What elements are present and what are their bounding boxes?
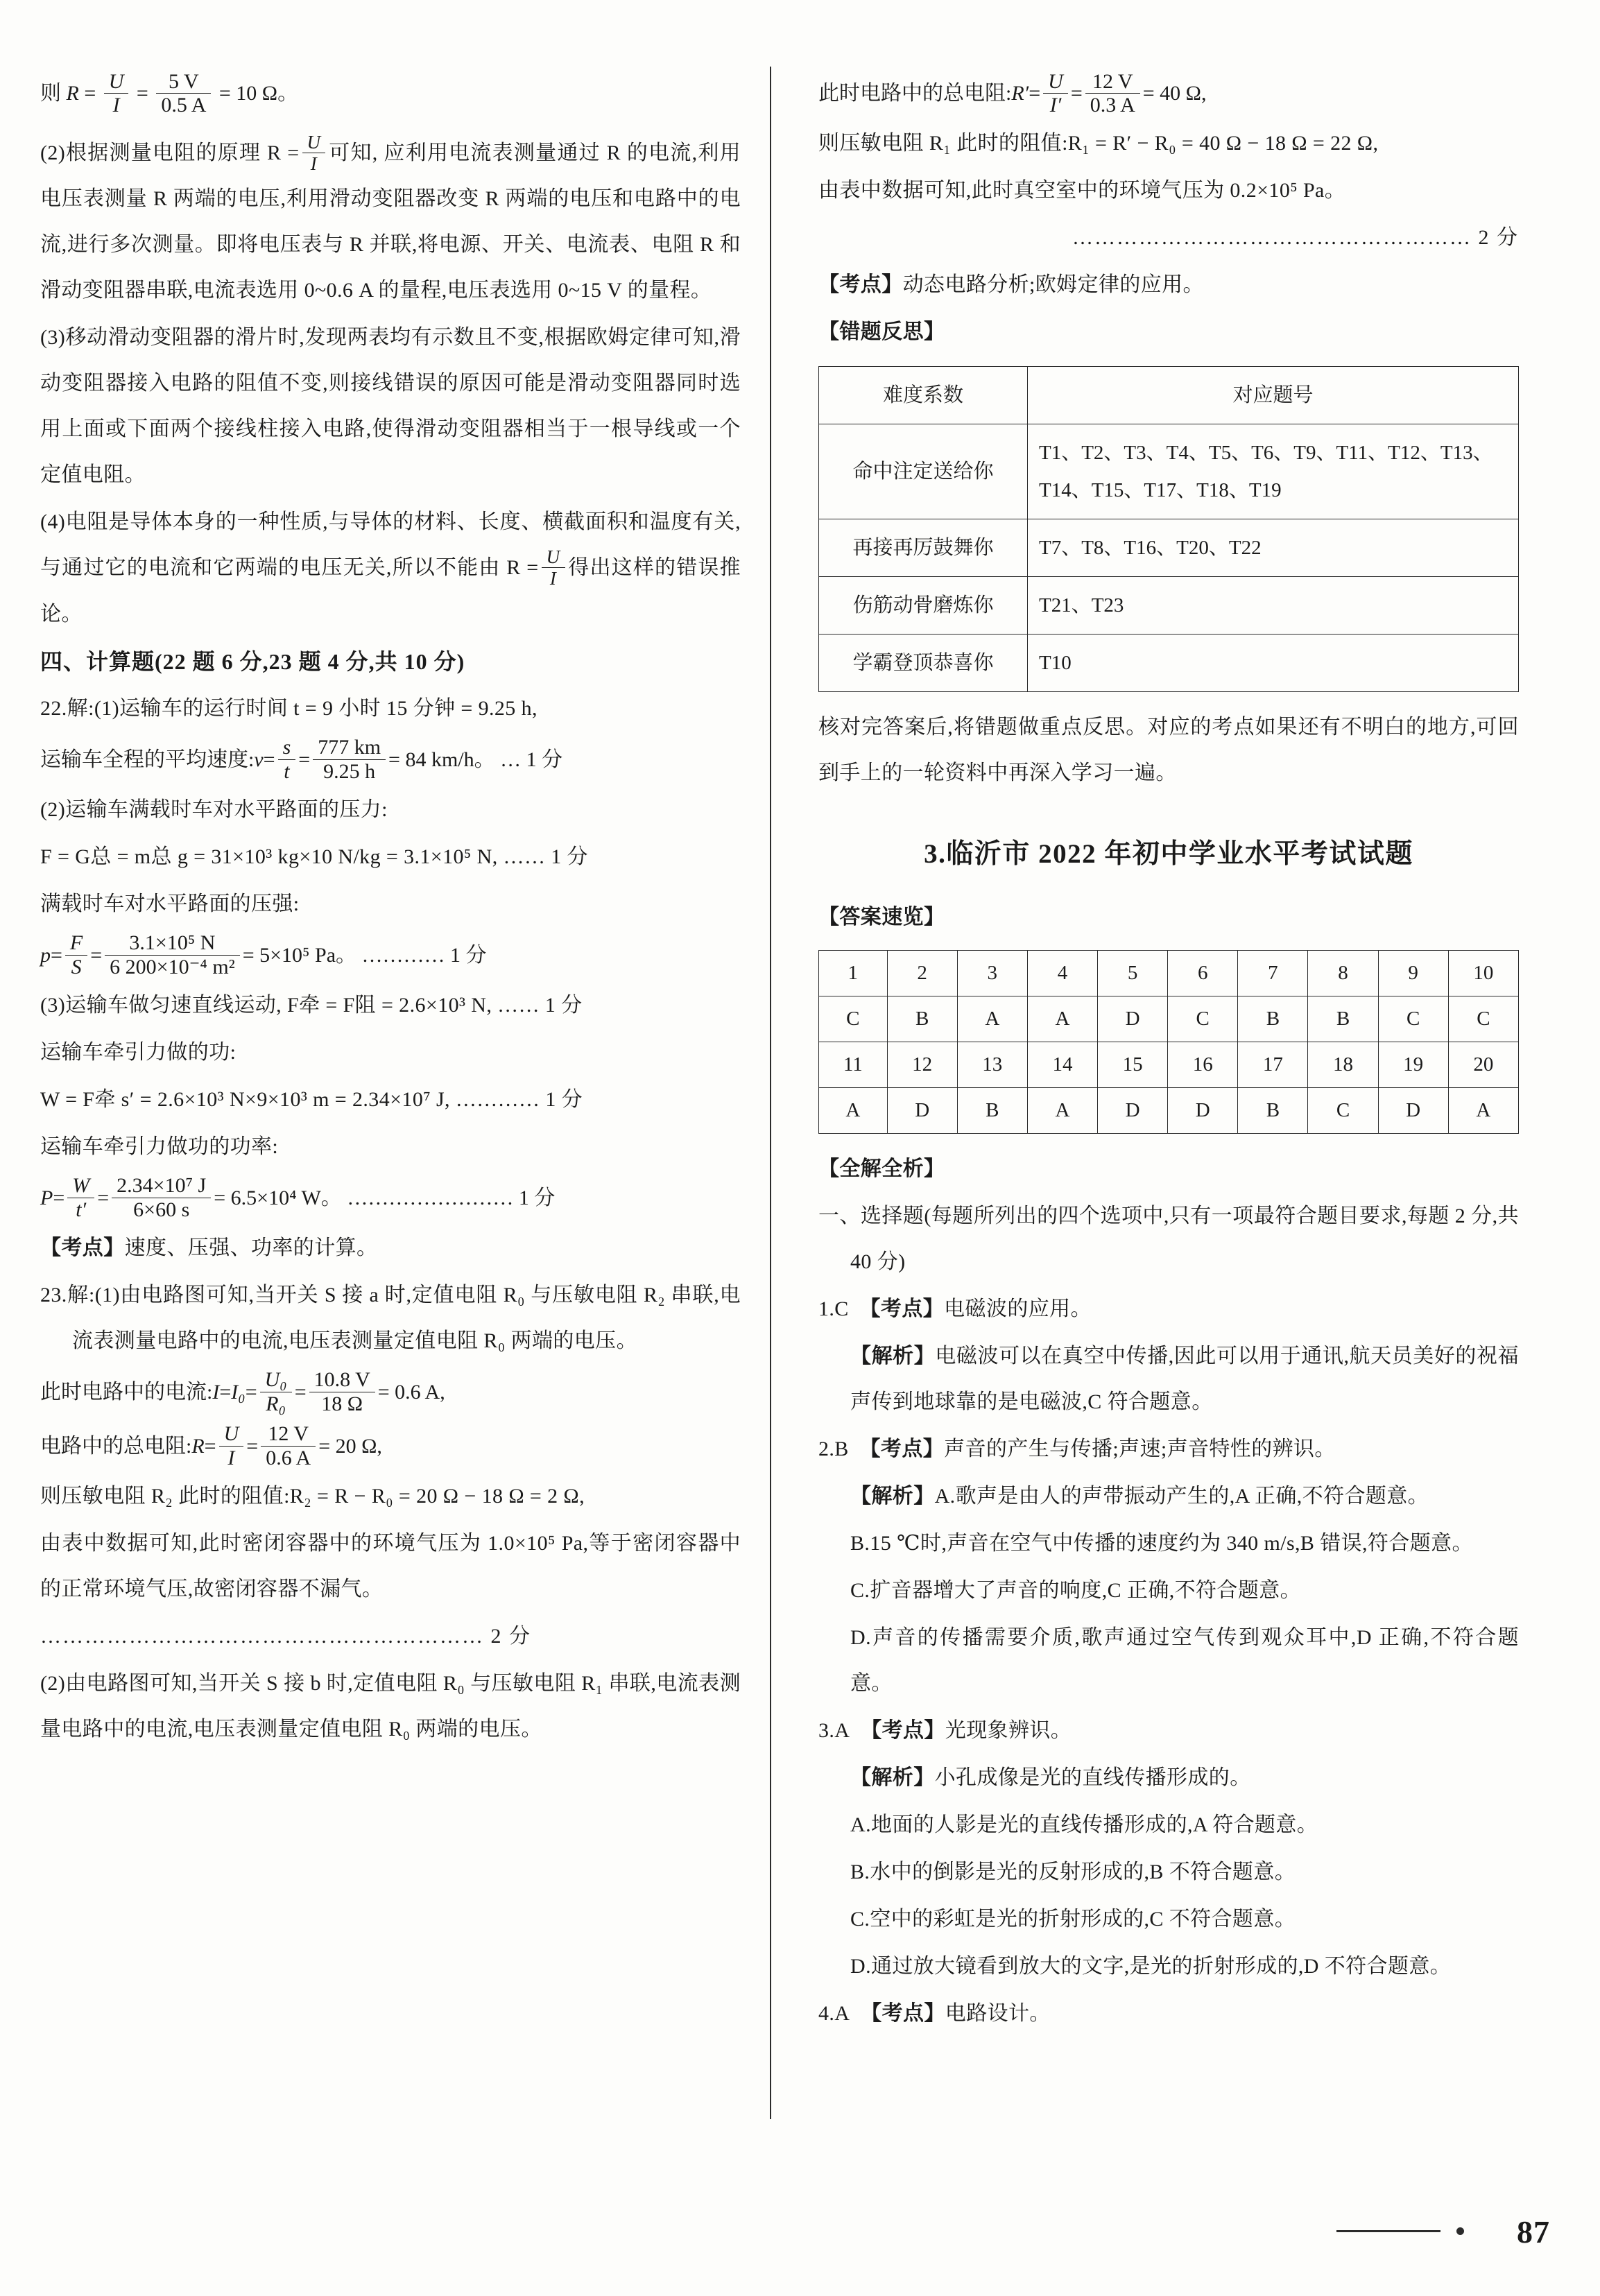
q23-total-resistance-equation xyxy=(40,1419,741,1474)
q21-step3-paragraph: (3)移动滑动变阻器的滑片时,发现两表均有示数且不变,根据欧姆定律可知,滑动变阻器接入电路的阻值不变,则接线错误的原因可能是滑动变阻器同时选用上面或下面两个接线柱接入电路,使得滑动变阻器相当于一根导线或一个定值电阻。 xyxy=(40,326,741,487)
cell-answer: D xyxy=(1378,1088,1448,1134)
denominator-6x60s: 6×60 s xyxy=(133,1198,190,1221)
answer-label-3: 3.A xyxy=(818,1719,850,1742)
cell-answer: D xyxy=(887,1088,957,1134)
score-mark-2b: ……………………………………………… 2 分 xyxy=(1072,226,1519,249)
cell-number: 17 xyxy=(1238,1042,1308,1088)
table-row-answers-11-20 xyxy=(819,1088,1519,1134)
cell-number: 7 xyxy=(1238,951,1308,996)
q23-r1-value-line: 则压敏电阻 R₁ 此时的阻值:R₁ = R′ − R₀ = 40 Ω − 18 Ω = 22 Ω, xyxy=(818,132,1379,155)
cell-number: 16 xyxy=(1168,1042,1238,1088)
numerator-U: U xyxy=(219,1422,244,1447)
cell-number: 2 xyxy=(887,951,957,996)
denominator-I: I xyxy=(227,1446,235,1469)
denominator-I: I xyxy=(549,568,557,589)
q22-avg-speed-label: 运输车全程的平均速度: xyxy=(40,748,255,771)
analysis-item-2-option-b: B.15 ℃时,声音在空气中传播的速度约为 340 m/s,B 错误,符合题意。 xyxy=(850,1532,1473,1555)
numerator-U: U xyxy=(302,132,326,153)
cell-answer: C xyxy=(1378,996,1448,1042)
symbol-R-prime: R′ xyxy=(1011,82,1029,105)
denominator-18ohm: 18 Ω xyxy=(321,1392,363,1415)
q23c-total-r-result: = 40 Ω, xyxy=(1142,82,1207,105)
jiexi-text-3: 小孔成像是光的直线传播形成的。 xyxy=(934,1766,1251,1789)
cell-number: 10 xyxy=(1448,951,1518,996)
numerator-108V: 10.8 V xyxy=(309,1368,375,1392)
reflection-tag: 【错题反思】 xyxy=(818,320,945,343)
kaodian-tag: 【考点】 xyxy=(818,273,903,296)
numerator-12V: 12 V xyxy=(261,1422,316,1447)
numerator-31e5N: 3.1×10⁵ N xyxy=(105,931,240,956)
cell-answer: B xyxy=(1308,996,1378,1042)
score-mark-1e: ………… 1 分 xyxy=(455,1087,583,1111)
q23-total-r-label: 电路中的总电阻: xyxy=(40,1434,192,1458)
analysis-item-3-option-d: D.通过放大镜看到放大的文字,是光的折射形成的,D 不符合题意。 xyxy=(850,1955,1452,1978)
q22-part3-label xyxy=(40,983,741,1028)
q22-p3-text: (3)运输车做匀速直线运动, F牵 = F阻 = 2.6×10³ N, xyxy=(40,993,492,1017)
symbol-I: I xyxy=(212,1380,220,1404)
equals-sign-2: = xyxy=(246,1434,259,1458)
cell-answer: D xyxy=(1168,1088,1238,1134)
answer-label-4: 4.A xyxy=(818,2002,850,2025)
cell-answer: C xyxy=(819,996,888,1042)
equals-sign: = xyxy=(51,943,62,967)
fraction-31e5-over-6200 xyxy=(105,931,240,979)
score-mark-2a: …………………………………………………… 2 分 xyxy=(40,1624,531,1648)
kaodian-tag: 【考点】 xyxy=(861,2002,945,2025)
q23-part2-line: (2)由电路图可知,当开关 S 接 b 时,定值电阻 R₀ 与压敏电阻 R₁ 串联,电流表测量电路中的电流,电压表测量定值电阻 R₀ 两端的电压。 xyxy=(40,1671,741,1741)
cell-number: 8 xyxy=(1308,951,1378,996)
q22-force-equation xyxy=(40,834,741,880)
kaodian-text-1: 电磁波的应用。 xyxy=(944,1297,1092,1320)
fraction-777km-over-925h xyxy=(313,736,386,784)
equals-sign-2: = xyxy=(245,1380,257,1404)
score-mark-1d: …… 1 分 xyxy=(497,993,583,1017)
q21-step4-pre: (4)电阻是导体本身的一种性质,与导体的材料、长度、横截面积和温度有关,与通过它的电流和它两端的电压无关,所以不能由 R = xyxy=(40,510,741,580)
numerator-U: U xyxy=(104,70,129,94)
equals-sign-2: = xyxy=(136,82,148,105)
q22-work-eq-text: W = F牵 s′ = 2.6×10³ N×9×10³ m = 2.34×10⁷ J, xyxy=(40,1087,450,1111)
q21-step2-paragraph xyxy=(40,130,741,313)
numerator-W: W xyxy=(67,1174,94,1198)
fraction-U0-over-R0 xyxy=(260,1368,292,1416)
q22-average-speed-equation xyxy=(40,733,741,787)
q21-step2-post: 可知, 应利用电流表测量通过 R 的电流,利用电压表测量 R 两端的电压,利用滑动变阻器改变 R 两端的电压和电路中的电流,进行多次测量。即将电压表与 R 并联,将电源、开关、电流表、电阻 R 和滑动变阻器串联,电流表选用 0~0.6 A 的量程,电压表选用 0~15 V 的量程。 xyxy=(40,141,741,302)
q23-r2-value-line: 则压敏电阻 R₂ 此时的阻值:R₂ = R − R₀ = 20 Ω − 18 Ω = 2 Ω, xyxy=(40,1484,585,1508)
fraction-12V-over-06A xyxy=(261,1422,316,1470)
q23-vacuum-table-line: 由表中数据可知,此时真空室中的环境气压为 0.2×10⁵ Pa。 xyxy=(818,179,1346,202)
then-label: 则 xyxy=(40,82,61,105)
kaodian-text-2: 声音的产生与传播;声速;声音特性的辨识。 xyxy=(944,1438,1336,1460)
equals-sign: = xyxy=(219,1380,232,1404)
page-number: 87 xyxy=(1517,2214,1550,2250)
numerator-U: U xyxy=(1043,70,1068,94)
q22-work-label: 运输车牵引力做的功: xyxy=(40,1040,236,1064)
equals-sign: = xyxy=(204,1434,216,1458)
table-row xyxy=(819,635,1519,692)
section-heading-calculation: 四、计算题(22 题 6 分,23 题 4 分,共 10 分) xyxy=(40,648,465,674)
equals-sign-2: = xyxy=(1070,82,1083,105)
denominator-I-prime: I′ xyxy=(1049,94,1062,117)
kaodian-tag: 【考点】 xyxy=(40,1236,125,1259)
difficulty-label-2: 再接再厉鼓舞你 xyxy=(819,519,1028,577)
column-divider xyxy=(770,67,771,2119)
q22-kaodian-line xyxy=(40,1225,741,1271)
reflection-table xyxy=(818,366,1519,692)
equals-sign-2: = xyxy=(298,748,311,771)
cell-number: 18 xyxy=(1308,1042,1378,1088)
cell-number: 19 xyxy=(1378,1042,1448,1088)
equals-sign: = xyxy=(263,748,275,771)
answer-label-2: 2.B xyxy=(818,1438,849,1460)
analysis-item-3-option-a: A.地面的人影是光的直线传播形成的,A 符合题意。 xyxy=(850,1813,1318,1836)
cell-number: 3 xyxy=(957,951,1027,996)
q22-power-equation xyxy=(40,1171,741,1225)
kaodian-text-4: 电路设计。 xyxy=(945,2002,1051,2025)
cell-answer: D xyxy=(1098,996,1168,1042)
q22-power-result: = 6.5×10⁴ W。 xyxy=(214,1186,342,1209)
cell-number: 4 xyxy=(1027,951,1097,996)
denominator-05A: 0.5 A xyxy=(161,94,207,117)
kaodian-tag: 【考点】 xyxy=(861,1719,945,1742)
jiexi-tag: 【解析】 xyxy=(850,1766,935,1789)
cell-answer: D xyxy=(1098,1088,1168,1134)
table-header-row xyxy=(819,367,1519,424)
symbol-v: v xyxy=(254,748,264,771)
jiexi-tag: 【解析】 xyxy=(850,1485,935,1508)
fraction-W-over-tprime xyxy=(67,1174,94,1222)
cell-number: 1 xyxy=(819,951,888,996)
kaodian-tag: 【考点】 xyxy=(859,1438,945,1460)
analysis-item-3-option-c: C.空中的彩虹是光的折射形成的,C 不符合题意。 xyxy=(850,1908,1296,1931)
header-question-numbers: 对应题号 xyxy=(1028,367,1519,424)
denominator-6200e-4: 6 200×10⁻⁴ m² xyxy=(110,955,235,978)
cell-answer: A xyxy=(1027,1088,1097,1134)
cell-answer: A xyxy=(1027,996,1097,1042)
answer-overview-tag: 【答案速览】 xyxy=(818,906,945,929)
q22-pressure-equation xyxy=(40,929,741,983)
full-analysis-tag: 【全解全析】 xyxy=(818,1157,945,1180)
symbol-I0: I₀ xyxy=(231,1380,246,1404)
fraction-234e7-over-6x60 xyxy=(112,1174,211,1222)
fraction-s-over-t xyxy=(278,736,296,784)
kaodian-text: 动态电路分析;欧姆定律的应用。 xyxy=(902,273,1204,296)
cell-number: 13 xyxy=(957,1042,1027,1088)
choice-section-heading: 一、选择题(每题所列出的四个选项中,只有一项最符合题目要求,每题 2 分,共 40 分) xyxy=(818,1205,1519,1273)
table-row-answers-1-10 xyxy=(819,996,1519,1042)
answer-overview-table xyxy=(818,950,1519,1134)
numerator-F: F xyxy=(65,931,87,956)
cell-number: 5 xyxy=(1098,951,1168,996)
fraction-5V-over-05A xyxy=(156,70,211,118)
jiexi-text-1: 电磁波可以在真空中传播,因此可以用于通讯,航天员美好的祝福声传到地球靠的是电磁波,C 符合题意。 xyxy=(850,1345,1519,1413)
cell-answer: C xyxy=(1168,996,1238,1042)
table-row xyxy=(819,519,1519,577)
table-row-numbers-11-20 xyxy=(819,1042,1519,1088)
kaodian-text: 速度、压强、功率的计算。 xyxy=(124,1236,378,1259)
cell-number: 9 xyxy=(1378,951,1448,996)
q22-work-equation xyxy=(40,1077,741,1123)
cell-answer: C xyxy=(1448,996,1518,1042)
q23-current-equation xyxy=(40,1365,741,1419)
difficulty-label-3: 伤筋动骨磨炼你 xyxy=(819,577,1028,635)
denominator-06A: 0.6 A xyxy=(266,1446,311,1469)
cell-answer: A xyxy=(1448,1088,1518,1134)
numerator-U: U xyxy=(542,546,565,568)
numerator-777km: 777 km xyxy=(313,736,386,760)
equals-sign: = xyxy=(53,1186,65,1209)
fraction-U-over-I-inline-2 xyxy=(542,546,565,589)
analysis-item-2-option-d: D.声音的传播需要介质,歌声通过空气传到观众耳中,D 正确,不符合题意。 xyxy=(850,1626,1519,1695)
fraction-U-over-I-prime xyxy=(1043,70,1068,118)
jiexi-tag: 【解析】 xyxy=(850,1345,936,1367)
equals-sign-1: = xyxy=(84,82,96,105)
kaodian-text-3: 光现象辨识。 xyxy=(945,1719,1072,1742)
table-row xyxy=(819,424,1519,519)
denominator-925h: 9.25 h xyxy=(323,759,376,783)
question-list-1: T1、T2、T3、T4、T5、T6、T9、T11、T12、T13、T14、T15、T17、T18、T19 xyxy=(1028,424,1519,519)
q22-force-eq-text: F = G总 = m总 g = 31×10³ kg×10 N/kg = 3.1×10⁵ N, xyxy=(40,845,498,868)
denominator-I: I xyxy=(310,153,318,175)
cell-number: 20 xyxy=(1448,1042,1518,1088)
numerator-U0: U₀ xyxy=(260,1368,292,1392)
denominator-S: S xyxy=(71,955,82,978)
reflection-note: 核对完答案后,将错题做重点反思。对应的考点如果还有不明白的地方,可回到手上的一轮资料中再深入学习一遍。 xyxy=(818,716,1519,784)
q22-lead: 22.解:(1)运输车的运行时间 t = 9 小时 15 分钟 = 9.25 h, xyxy=(40,696,537,720)
analysis-item-2-explanation xyxy=(818,1474,1519,1519)
cell-number: 6 xyxy=(1168,951,1238,996)
analysis-item-3-option-b: B.水中的倒影是光的反射形成的,B 不符合题意。 xyxy=(850,1861,1296,1883)
table-row xyxy=(819,577,1519,635)
symbol-P: P xyxy=(40,1186,53,1209)
question-list-4: T10 xyxy=(1028,635,1519,692)
symbol-R: R xyxy=(66,82,79,105)
numerator-12V: 12 V xyxy=(1085,70,1140,94)
fraction-U-over-I xyxy=(104,70,129,118)
analysis-item-3-header xyxy=(818,1708,1519,1754)
score-mark-1c: ………… 1 分 xyxy=(361,943,487,967)
difficulty-label-1: 命中注定送给你 xyxy=(819,424,1028,519)
score-mark-1f: …………………… 1 分 xyxy=(347,1186,556,1209)
q23-current-result: = 0.6 A, xyxy=(377,1380,445,1404)
q22-p-result: = 5×10⁵ Pa。 xyxy=(242,943,357,967)
header-difficulty: 难度系数 xyxy=(819,367,1028,424)
kaodian-tag: 【考点】 xyxy=(859,1297,945,1320)
equals-sign: = xyxy=(1029,82,1041,105)
analysis-item-1-explanation xyxy=(818,1333,1519,1425)
q22-power-label: 运输车牵引力做功的功率: xyxy=(40,1134,279,1158)
table-row-numbers-1-10 xyxy=(819,951,1519,996)
analysis-item-2-option-c: C.扩音器增大了声音的响度,C 正确,不符合题意。 xyxy=(850,1579,1302,1602)
fraction-108V-over-18ohm xyxy=(309,1368,375,1416)
equals-sign-2: = xyxy=(90,943,103,967)
cell-number: 11 xyxy=(819,1042,888,1088)
q23-current-label: 此时电路中的电流: xyxy=(40,1380,213,1404)
q23-total-r-result: = 20 Ω, xyxy=(318,1434,382,1458)
numerator-s: s xyxy=(278,736,296,760)
q22-part2-label: (2)运输车满载时车对水平路面的压力: xyxy=(40,797,388,821)
numerator-234e7J: 2.34×10⁷ J xyxy=(112,1174,211,1198)
question-list-3: T21、T23 xyxy=(1028,577,1519,635)
answer-label-1: 1.C xyxy=(818,1297,849,1320)
cell-answer: A xyxy=(819,1088,888,1134)
denominator-R0: R₀ xyxy=(266,1392,286,1415)
q23-kaodian-line xyxy=(818,262,1519,308)
cell-number: 15 xyxy=(1098,1042,1168,1088)
exam-title: 3.临沂市 2022 年初中学业水平考试试题 xyxy=(924,839,1413,869)
cell-answer: A xyxy=(957,996,1027,1042)
analysis-item-2-header xyxy=(818,1426,1519,1472)
denominator-I: I xyxy=(112,94,120,117)
denominator-03A: 0.3 A xyxy=(1090,94,1135,117)
numerator-5V: 5 V xyxy=(156,70,211,94)
question-list-2: T7、T8、T16、T20、T22 xyxy=(1028,519,1519,577)
fraction-U-over-I xyxy=(219,1422,244,1470)
equals-sign-3: = xyxy=(294,1380,307,1404)
result-10-ohm: = 10 Ω。 xyxy=(218,82,299,105)
cell-answer: B xyxy=(957,1088,1027,1134)
analysis-item-1-header xyxy=(818,1286,1519,1332)
q23c-total-r-label: 此时电路中的总电阻: xyxy=(818,82,1012,105)
q22-pressure-label: 满载时车对水平路面的压强: xyxy=(40,892,300,915)
q21-step2-pre: (2)根据测量电阻的原理 R = xyxy=(40,141,300,164)
q21-step4-paragraph xyxy=(40,499,741,637)
score-mark-1a: … 1 分 xyxy=(500,748,563,771)
difficulty-label-4: 学霸登顶恭喜你 xyxy=(819,635,1028,692)
analysis-item-3-explanation xyxy=(818,1755,1519,1801)
fraction-U-over-I-inline-1 xyxy=(302,132,326,175)
fraction-12V-over-03A xyxy=(1085,70,1140,118)
q23-total-resistance-prime-equation xyxy=(818,67,1519,121)
symbol-p: p xyxy=(40,943,51,967)
cell-answer: B xyxy=(1238,996,1308,1042)
page-footer xyxy=(0,2209,1600,2250)
left-column xyxy=(40,67,741,1754)
denominator-t-prime: t′ xyxy=(76,1198,87,1221)
q23-lead: 23.解:(1)由电路图可知,当开关 S 接 a 时,定值电阻 R₀ 与压敏电阻 R₂ 串联,电流表测量电路中的电流,电压表测量定值电阻 R₀ 两端的电压。 xyxy=(40,1283,741,1352)
cell-answer: B xyxy=(1238,1088,1308,1134)
symbol-R: R xyxy=(191,1434,205,1458)
analysis-item-4-header xyxy=(818,1991,1519,2037)
footer-rule-left xyxy=(1336,2230,1440,2232)
score-mark-1b: …… 1 分 xyxy=(503,845,588,868)
right-column xyxy=(818,67,1519,2038)
cell-answer: C xyxy=(1308,1088,1378,1134)
cell-number: 12 xyxy=(887,1042,957,1088)
q22-v-result: = 84 km/h。 xyxy=(388,748,495,771)
jiexi-text-2: A.歌声是由人的声带振动产生的,A 正确,不符合题意。 xyxy=(934,1485,1429,1508)
denominator-t: t xyxy=(284,759,290,783)
footer-dot xyxy=(1456,2227,1464,2235)
q23-table-data-line: 由表中数据可知,此时密闭容器中的环境气压为 1.0×10⁵ Pa,等于密闭容器中的正常环境气压,故密闭容器不漏气。 xyxy=(40,1531,741,1600)
cell-number: 14 xyxy=(1027,1042,1097,1088)
equals-sign-2: = xyxy=(97,1186,110,1209)
q21-step4-post: 得出这样的错误推论。 xyxy=(40,556,741,625)
fraction-F-over-S xyxy=(65,931,87,979)
equation-R-equals-U-over-I xyxy=(40,67,741,121)
cell-answer: B xyxy=(887,996,957,1042)
